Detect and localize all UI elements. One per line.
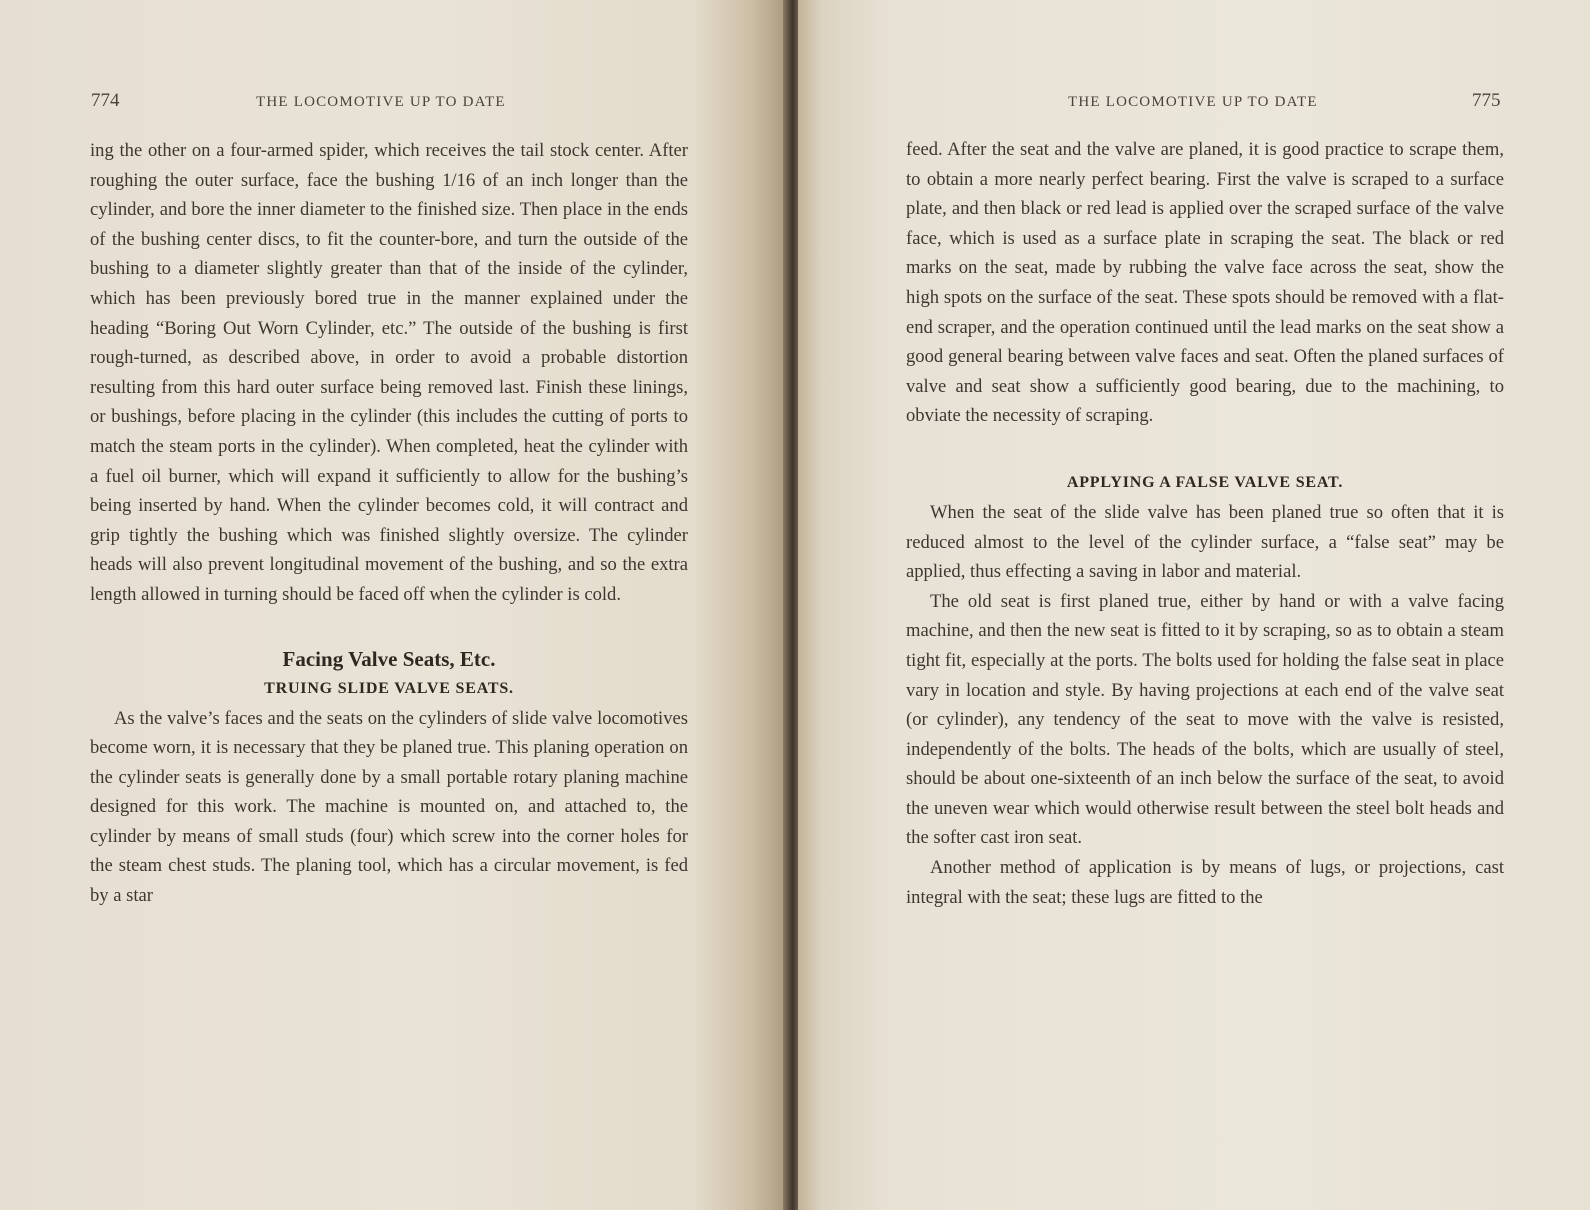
left-subheading: TRUING SLIDE VALVE SEATS. <box>264 679 514 697</box>
left-page-number: 774 <box>91 90 120 111</box>
right-paragraph-3: The old seat is first planed true, either by hand or with a valve facing machine, and then the new seat is fitted to it by scraping, so as to obtain a steam tight fit, especially at the ports. The bolts used for holding the false seat in place vary in location and style. By having projections at each end of the valve seat (or cylinder), any tendency of the seat to move with the valve is resisted, independently of the bolts. The heads of the bolts, which are usually of steel, should be about one-sixteenth of an inch below the surface of the seat, to avoid the uneven wear which would otherwise result between the steel bolt heads and the softer cast iron seat. <box>906 590 1504 849</box>
right-paragraph-2: When the seat of the slide valve has been planed true so often that it is reduced almost to the level of the cylinder surface, a “false seat” may be applied, thus effecting a saving in labor and material. <box>906 501 1504 583</box>
section-heading: Facing Valve Seats, Etc. <box>282 646 496 671</box>
left-page <box>0 0 790 1210</box>
right-page <box>798 0 1590 1210</box>
right-page-body <box>906 135 1504 912</box>
left-paragraph-2: As the valve’s faces and the seats on the cylinders of slide valve locomotives become worn, it is necessary that they be planed true. This planing operation on the cylinder seats is generally done by a small portable rotary planing machine designed for this work. The machine is mounted on, and attached to, the cylinder by means of small studs (four) which screw into the corner holes for the steam chest studs. The planing tool, which has a circular movement, is fed by a star <box>90 707 688 907</box>
left-running-title: THE LOCOMOTIVE UP TO DATE <box>256 94 506 110</box>
left-paragraph-1: ing the other on a four-armed spider, which receives the tail stock center. After roughing the outer surface, face the bushing 1/16 of an inch longer than the cylinder, and bore the inner diameter to the finished size. Then place in the ends of the bushing center discs, to fit the counter-bore, and turn the outside of the bushing to a diameter slightly greater than that of the inside of the cylinder, which has been previously bored true in the manner explained under the heading “Boring Out Worn Cylinder, etc.” The outside of the bushing is first rough-turned, as described above, in order to avoid a probable distortion resulting from this hard outer surface being removed last. Finish these linings, or bushings, before placing in the cylinder (this includes the cutting of ports to match the steam ports in the cylinder). When completed, heat the cylinder with a fuel oil burner, which will expand it sufficiently to allow for the bushing’s being inserted by hand. When the cylinder becomes cold, it will contract and grip tightly the bushing which was finished slightly oversize. The cylinder heads will also prevent longitudinal movement of the bushing, and so the extra length allowed in turning should be faced off when the cylinder is cold. <box>90 140 688 605</box>
left-page-header <box>91 92 691 116</box>
right-paragraph-1: feed. After the seat and the valve are planed, it is good practice to scrape them, to obtain a more nearly perfect bearing. First the valve is scraped to a surface plate, and then black or red lead is applied over the scraped surface of the valve face, which is used as a surface plate in scraping the seat. The black or red marks on the seat, made by rubbing the valve face across the seat, show the high spots on the surface of the seat. These spots should be removed with a flat-end scraper, and the operation continued until the lead marks on the seat show a good general bearing between valve faces and seat. Often the planed surfaces of valve and seat show a sufficiently good bearing, due to the machining, to obviate the necessity of scraping. <box>906 139 1504 427</box>
right-page-number: 775 <box>1472 90 1501 111</box>
right-page-header <box>1068 92 1558 116</box>
right-paragraph-4: Another method of application is by means of lugs, or projections, cast integral with the seat; these lugs are fitted to the <box>906 857 1504 908</box>
left-page-body <box>90 136 688 911</box>
right-running-title: THE LOCOMOTIVE UP TO DATE <box>1068 94 1318 110</box>
right-subheading: APPLYING A FALSE VALVE SEAT. <box>1066 473 1344 491</box>
